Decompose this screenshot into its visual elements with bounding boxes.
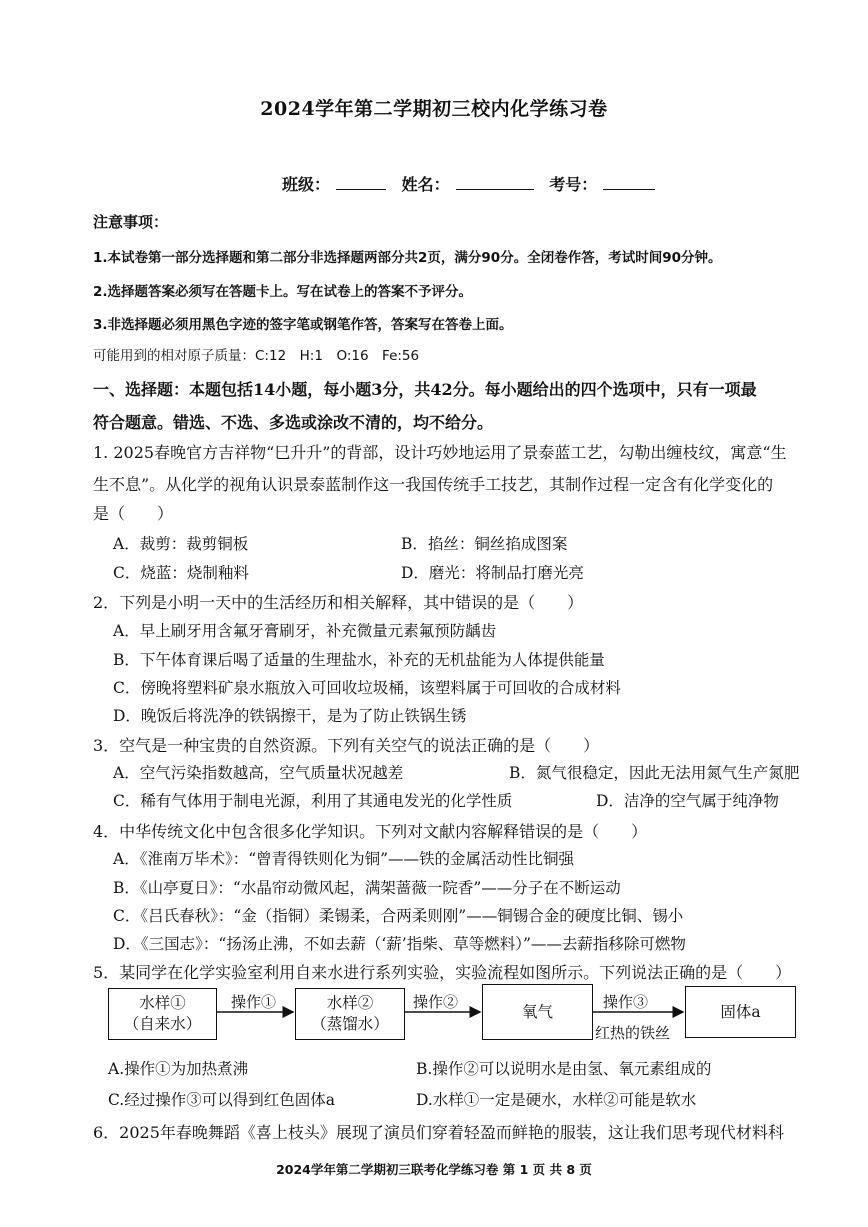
q4-stem: 4．中华传统文化中包含很多化学知识。下列对文献内容解释错误的是（ ）	[93, 822, 648, 841]
q3-option-a[interactable]: A．空气污染指数越高，空气质量状况越差	[113, 764, 404, 782]
flow-box2-line2: （蒸馏水）	[311, 1015, 389, 1033]
flow-box2-line1: 水样②	[326, 994, 374, 1012]
q1-option-d[interactable]: D．磨光：将制品打磨光亮	[401, 564, 584, 582]
section1-line-2: 符合题意。错选、不选、多选或涂改不清的，均不给分。	[93, 413, 494, 432]
q1-stem-line-3: 是（ ）	[93, 504, 174, 523]
section1-line-1: 一、选择题：本题包括14小题，每小题3分，共42分。每小题给出的四个选项中，只有一项最	[93, 380, 757, 399]
q4-option-a[interactable]: A．《淮南万毕术》：“曾青得铁则化为铜”——铁的金属活动性比铜强	[113, 850, 575, 868]
q2-option-a[interactable]: A．早上刷牙用含氟牙膏刷牙，补充微量元素氟预防龋齿	[113, 622, 497, 640]
q3-option-b[interactable]: B．氮气很稳定，因此无法用氮气生产氮肥	[509, 764, 800, 782]
class-label: 班级：	[282, 175, 331, 194]
q3-option-d[interactable]: D．洁净的空气属于纯净物	[596, 792, 779, 810]
flow-box1-line2: （自来水）	[123, 1015, 202, 1033]
q5-option-d[interactable]: D.水样①一定是硬水，水样②可能是软水	[416, 1091, 697, 1109]
notes-heading: 注意事项：	[93, 213, 169, 231]
flow-box-water-1	[108, 988, 217, 1040]
name-label: 姓名：	[401, 175, 450, 194]
q2-option-d[interactable]: D．晚饭后将洗净的铁锅擦干，是为了防止铁锅生锈	[113, 707, 467, 725]
page-footer: 2024学年第二学期初三联考化学练习卷 第 1 页 共 8 页	[276, 1162, 592, 1177]
q4-option-c[interactable]: C．《吕氏春秋》：“金（指铜）柔锡柔，合两柔则刚”——铜锡合金的硬度比铜、锡小	[113, 907, 684, 925]
flow-arrow2-label: 操作②	[413, 993, 459, 1011]
number-label: 考号：	[549, 175, 598, 194]
note-2: 2.选择题答案必须写在答题卡上。写在试卷上的答案不予评分。	[93, 284, 473, 300]
note-3: 3.非选择题必须用黑色字迹的签字笔或钢笔作答，答案写在答卷上面。	[93, 317, 513, 333]
atomic-masses: 可能用到的相对原子质量：C:12 H:1 O:16 Fe:56	[93, 348, 420, 364]
flow-box-solid-a: 固体a	[685, 986, 796, 1038]
q3-option-c[interactable]: C．稀有气体用于制电光源，利用了其通电发光的化学性质	[113, 792, 513, 810]
q6-stem: 6．2025年春晚舞蹈《喜上枝头》展现了演员们穿着轻盈而鲜艳的服装，这让我们思考现代材料科	[93, 1123, 784, 1142]
flow-box-water-2	[295, 988, 405, 1040]
q5-option-c[interactable]: C.经过操作③可以得到红色固体a	[108, 1091, 335, 1109]
q1-option-b[interactable]: B．掐丝：铜丝掐成图案	[401, 535, 568, 553]
q1-stem-line-1: 1. 2025春晚官方吉祥物“巳升升”的背部，设计巧妙地运用了景泰蓝工艺，勾勒出缠枝纹，寓意“生	[93, 443, 787, 462]
q5-option-a[interactable]: A.操作①为加热煮沸	[108, 1060, 249, 1078]
q4-option-b[interactable]: B．《山亭夏日》：“水晶帘动微风起，满架蔷薇一院香”——分子在不断运动	[113, 879, 621, 897]
q2-option-b[interactable]: B．下午体育课后喝了适量的生理盐水，补充的无机盐能为人体提供能量	[113, 651, 605, 669]
flow-arrow3-top-label: 操作③	[603, 993, 649, 1011]
q1-option-c[interactable]: C．烧蓝：烧制釉料	[113, 564, 249, 582]
q2-option-c[interactable]: C．傍晚将塑料矿泉水瓶放入可回收垃圾桶，该塑料属于可回收的合成材料	[113, 679, 621, 697]
q1-stem-line-2: 生不息”。从化学的视角认识景泰蓝制作这一我国传统手工技艺，其制作过程一定含有化学变化的	[93, 475, 774, 494]
page-title: 2024学年第二学期初三校内化学练习卷	[260, 98, 608, 120]
flow-arrow1-label: 操作①	[231, 993, 277, 1011]
flow-box-oxygen: 氧气	[482, 984, 593, 1040]
q1-option-a[interactable]: A．裁剪：裁剪铜板	[113, 535, 249, 553]
q5-option-b[interactable]: B.操作②可以说明水是由氢、氧元素组成的	[416, 1060, 712, 1078]
q5-stem: 5．某同学在化学实验室利用自来水进行系列实验，实验流程如图所示。下列说法正确的是（ ）	[93, 963, 792, 982]
note-1: 1.本试卷第一部分选择题和第二部分非选择题两部分共2页，满分90分。全闭卷作答，考试时间90分钟。	[93, 250, 722, 266]
q3-stem: 3．空气是一种宝贵的自然资源。下列有关空气的说法正确的是（ ）	[93, 736, 600, 755]
flow-box1-line1: 水样①	[139, 994, 186, 1012]
flow-arrow3-bottom-label: 红热的铁丝	[595, 1024, 671, 1042]
q4-option-d[interactable]: D．《三国志》：“扬汤止沸，不如去薪（‘薪’指柴、草等燃料）”——去薪指移除可燃物	[113, 935, 686, 953]
q2-stem: 2．下列是小明一天中的生活经历和相关解释，其中错误的是（ ）	[93, 593, 584, 612]
